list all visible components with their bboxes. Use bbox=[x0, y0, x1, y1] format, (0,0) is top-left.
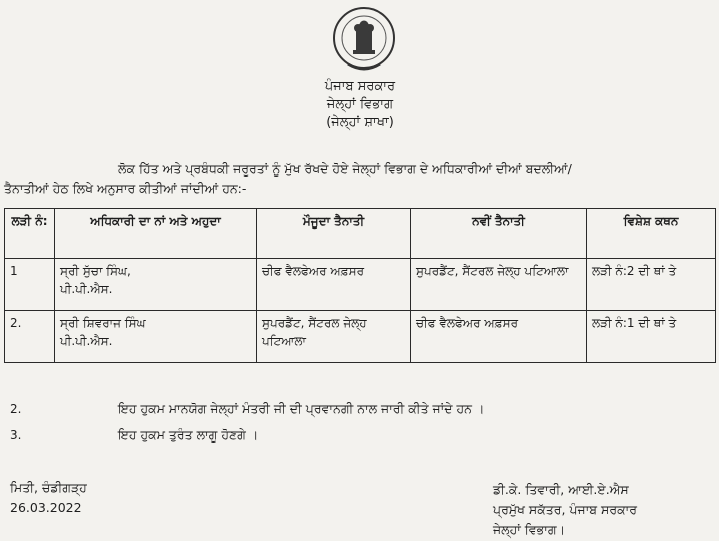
intro-line-1: ਲੋਕ ਹਿੱਤ ਅਤੇ ਪ੍ਰਬੰਧਕੀ ਜਰੂਰਤਾਂ ਨੂੰ ਮੁੱਖ ਰੱਖਦੇ ਹੋਏ ਜੇਲ੍ਹਾਂ ਵਿਭਾਗ ਦੇ ਅਧਿਕਾਰੀਆਂ ਦੀਆਂ ਬਦਲੀਆਂ/ bbox=[118, 161, 572, 176]
cell-remarks: ਲੜੀ ਨੰ:1 ਦੀ ਥਾਂ ਤੇ bbox=[587, 311, 716, 363]
cell-current-posting: ਸੁਪਰਡੈਂਟ, ਸੈਂਟਰਲ ਜੇਲ੍ਹ ਪਟਿਆਲਾ bbox=[257, 311, 411, 363]
header-current-posting: ਮੌਜੂਦਾ ਤੈਨਾਤੀ bbox=[257, 209, 411, 259]
cell-new-posting: ਚੀਫ ਵੈਲਫੇਅਰ ਅਫ਼ਸਰ bbox=[411, 311, 587, 363]
cell-officer bbox=[55, 259, 257, 311]
header-officer: ਅਧਿਕਾਰੀ ਦਾ ਨਾਂ ਅਤੇ ਅਹੁਦਾ bbox=[55, 209, 257, 259]
point-number: 3. bbox=[10, 428, 22, 442]
officer-name: ਸ੍ਰੀ ਸ਼ਿਵਰਾਜ ਸਿੰਘ bbox=[60, 316, 146, 330]
department-name: ਜੇਲ੍ਹਾਂ ਵਿਭਾਗ bbox=[326, 97, 394, 112]
point-text: ਇਹ ਹੁਕਮ ਤੁਰੰਤ ਲਾਗੂ ਹੋਣਗੇ । bbox=[118, 427, 259, 442]
cell-current-posting: ਚੀਫ ਵੈਲਫੇਅਰ ਅਫ਼ਸਰ bbox=[257, 259, 411, 311]
issue-date: 26.03.2022 bbox=[10, 500, 82, 515]
signature-block bbox=[493, 480, 637, 540]
intro-line-2: ਤੈਨਾਤੀਆਂ ਹੇਠ ਲਿਖੇ ਅਨੁਸਾਰ ਕੀਤੀਆਂ ਜਾਂਦੀਆਂ ਹਨ:- bbox=[4, 181, 247, 196]
header-new-posting: ਨਵੀਂ ਤੈਨਾਤੀ bbox=[411, 209, 587, 259]
table-row bbox=[5, 311, 716, 363]
branch-name: (ਜੇਲ੍ਹਾਂ ਸ਼ਾਖਾ) bbox=[326, 115, 394, 130]
header-remarks: ਵਿਸ਼ੇਸ਼ ਕਥਨ bbox=[587, 209, 716, 259]
officer-name: ਸ੍ਰੀ ਸੁੱਚਾ ਸਿੰਘ, bbox=[60, 264, 131, 278]
government-name: ਪੰਜਾਬ ਸਰਕਾਰ bbox=[324, 79, 396, 94]
cell-remarks: ਲੜੀ ਨੰ:2 ਦੀ ਥਾਂ ਤੇ bbox=[587, 259, 716, 311]
header-serial: ਲੜੀ ਨੰ: bbox=[5, 209, 55, 259]
date-block bbox=[10, 478, 87, 518]
point-text: ਇਹ ਹੁਕਮ ਮਾਨਯੋਗ ਜੇਲ੍ਹਾਂ ਮੰਤਰੀ ਜੀ ਦੀ ਪ੍ਰਵਾਨਗੀ ਨਾਲ ਜਾਰੀ ਕੀਤੇ ਜਾਂਦੇ ਹਨ । bbox=[118, 401, 485, 416]
cell-serial: 2. bbox=[5, 311, 55, 363]
table-header-row bbox=[5, 209, 716, 259]
cell-serial: 1 bbox=[5, 259, 55, 311]
issue-place: ਮਿਤੀ, ਚੰਡੀਗੜ੍ਹ bbox=[10, 480, 87, 495]
table-row bbox=[5, 259, 716, 311]
officer-service: ਪੀ.ਪੀ.ਐਸ. bbox=[60, 282, 113, 296]
cell-officer bbox=[55, 311, 257, 363]
cell-new-posting: ਸੁਪਰਡੈਂਟ, ਸੈਂਟਰਲ ਜੇਲ੍ਹ ਪਟਿਆਲਾ bbox=[411, 259, 587, 311]
point-number: 2. bbox=[10, 402, 22, 416]
signatory-name: ਡੀ.ਕੇ. ਤਿਵਾਰੀ, ਆਈ.ਏ.ਐਸ bbox=[493, 482, 629, 497]
transfer-table bbox=[4, 208, 716, 363]
signatory-designation: ਪ੍ਰਮੁੱਖ ਸਕੱਤਰ, ਪੰਜਾਬ ਸਰਕਾਰ bbox=[493, 502, 637, 517]
signatory-department: ਜੇਲ੍ਹਾਂ ਵਿਭਾਗ। bbox=[493, 522, 566, 537]
officer-service: ਪੀ.ਪੀ.ਐਸ. bbox=[60, 334, 113, 348]
state-emblem-icon bbox=[322, 2, 406, 76]
